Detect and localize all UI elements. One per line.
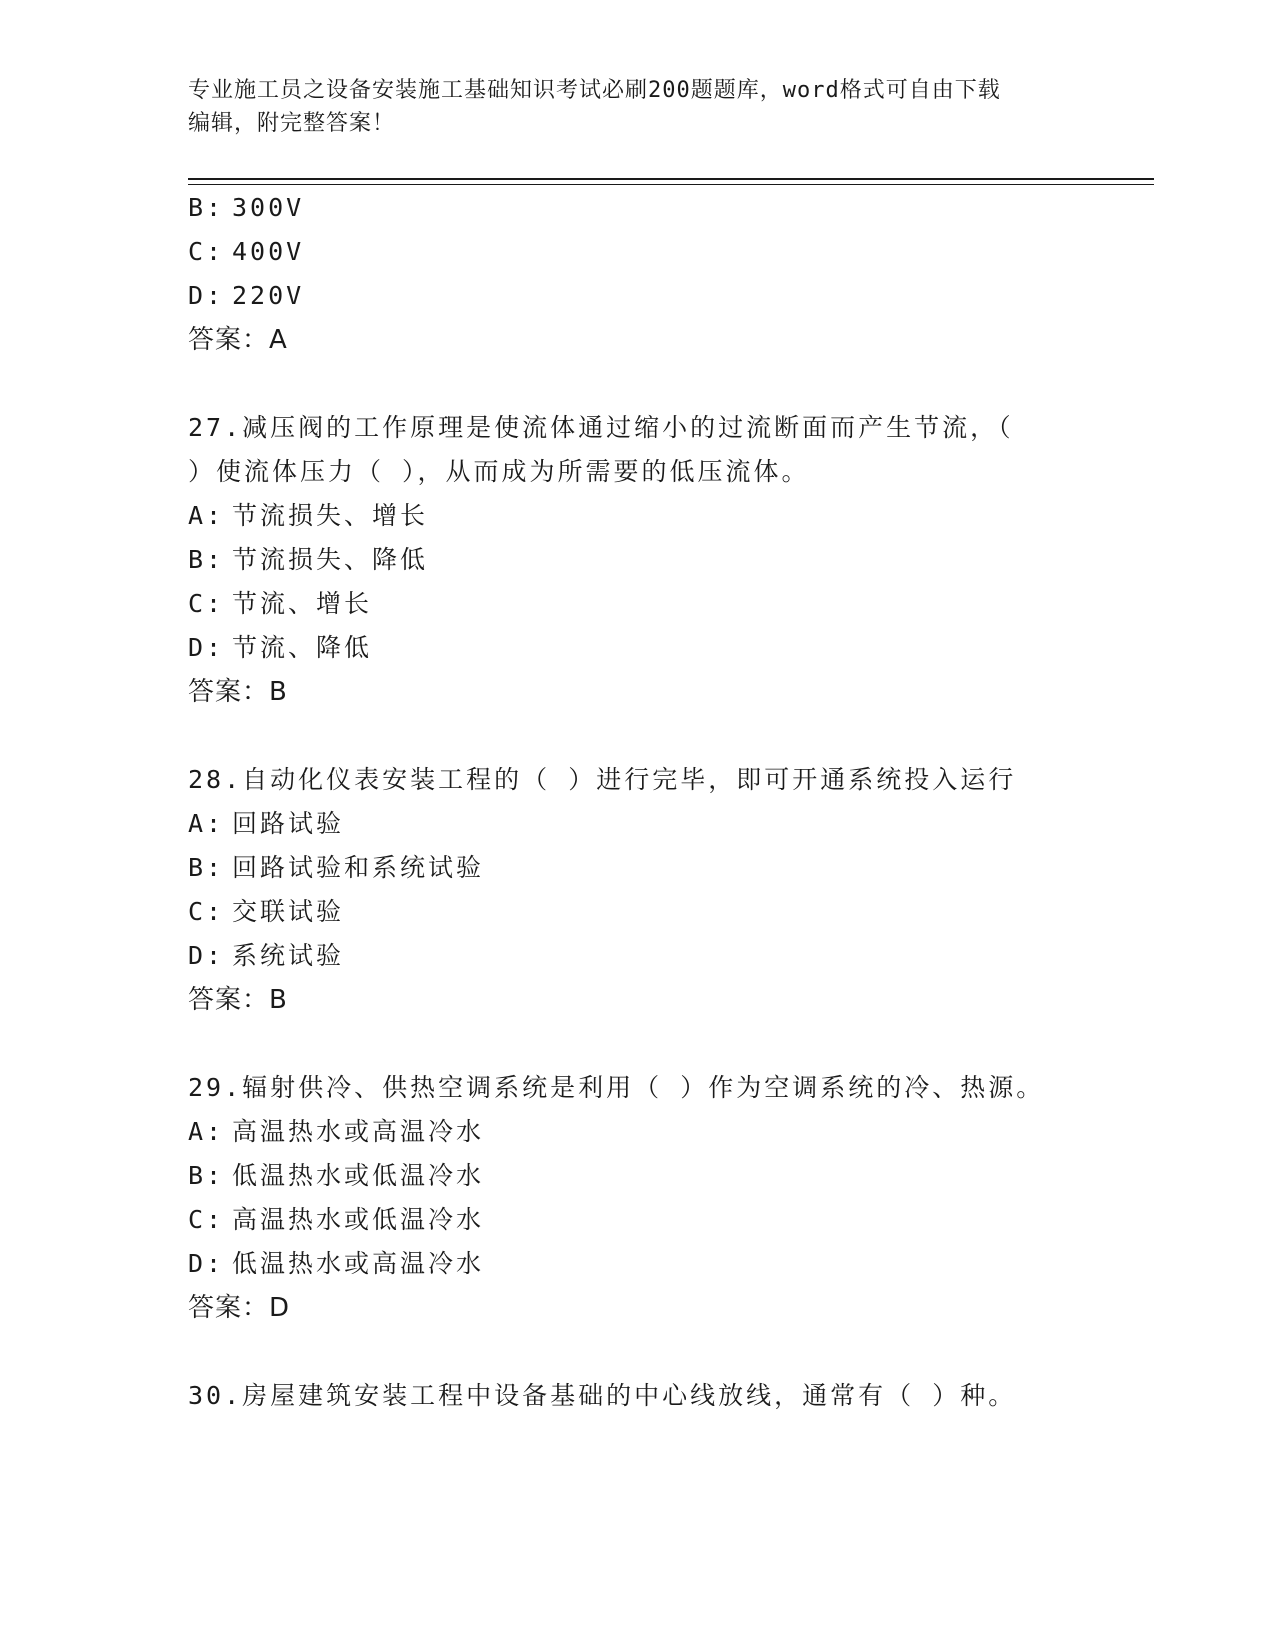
q26-answer: 答案：A bbox=[188, 325, 288, 355]
q29-option-c: C: 高温热水或低温冷水 bbox=[188, 1205, 485, 1234]
document-header bbox=[188, 74, 1088, 140]
q30-stem-line-1: 30.房屋建筑安装工程中设备基础的中心线放线，通常有（ ）种。 bbox=[188, 1381, 1017, 1410]
q29-stem-line-1: 29.辐射供冷、供热空调系统是利用（ ）作为空调系统的冷、热源。 bbox=[188, 1073, 1045, 1102]
q27-option-b: B: 节流损失、降低 bbox=[188, 545, 429, 574]
header-divider bbox=[188, 178, 1154, 180]
q26-option-d: D: 220V bbox=[188, 281, 305, 310]
q28-option-d: D: 系统试验 bbox=[188, 941, 345, 970]
q28-answer: 答案：B bbox=[188, 985, 288, 1015]
q28-option-c: C: 交联试验 bbox=[188, 897, 345, 926]
q29-option-b: B: 低温热水或低温冷水 bbox=[188, 1161, 485, 1190]
q27-option-d: D: 节流、降低 bbox=[188, 633, 373, 662]
q27-option-a: A: 节流损失、增长 bbox=[188, 501, 429, 530]
header-divider-thin bbox=[188, 184, 1154, 185]
q27-option-c: C: 节流、增长 bbox=[188, 589, 373, 618]
q28-option-a: A: 回路试验 bbox=[188, 809, 345, 838]
q29-answer: 答案：D bbox=[188, 1293, 291, 1323]
header-line-1: 专业施工员之设备安装施工基础知识考试必刷200题题库，word格式可自由下载 bbox=[188, 78, 1001, 103]
header-line-2: 编辑，附完整答案！ bbox=[188, 111, 396, 136]
q27-stem-line-1: 27.减压阀的工作原理是使流体通过缩小的过流断面而产生节流，（ bbox=[188, 413, 1014, 442]
q27-answer: 答案：B bbox=[188, 677, 288, 707]
q27-stem-line-2: ）使流体压力（ ），从而成为所需要的低压流体。 bbox=[188, 457, 810, 486]
q28-option-b: B: 回路试验和系统试验 bbox=[188, 853, 485, 882]
q28-stem-line-1: 28.自动化仪表安装工程的（ ）进行完毕，即可开通系统投入运行 bbox=[188, 765, 1017, 794]
q26-option-c: C: 400V bbox=[188, 237, 305, 266]
q26-option-b: B: 300V bbox=[188, 193, 305, 222]
q29-option-a: A: 高温热水或高温冷水 bbox=[188, 1117, 485, 1146]
q29-option-d: D: 低温热水或高温冷水 bbox=[188, 1249, 485, 1278]
